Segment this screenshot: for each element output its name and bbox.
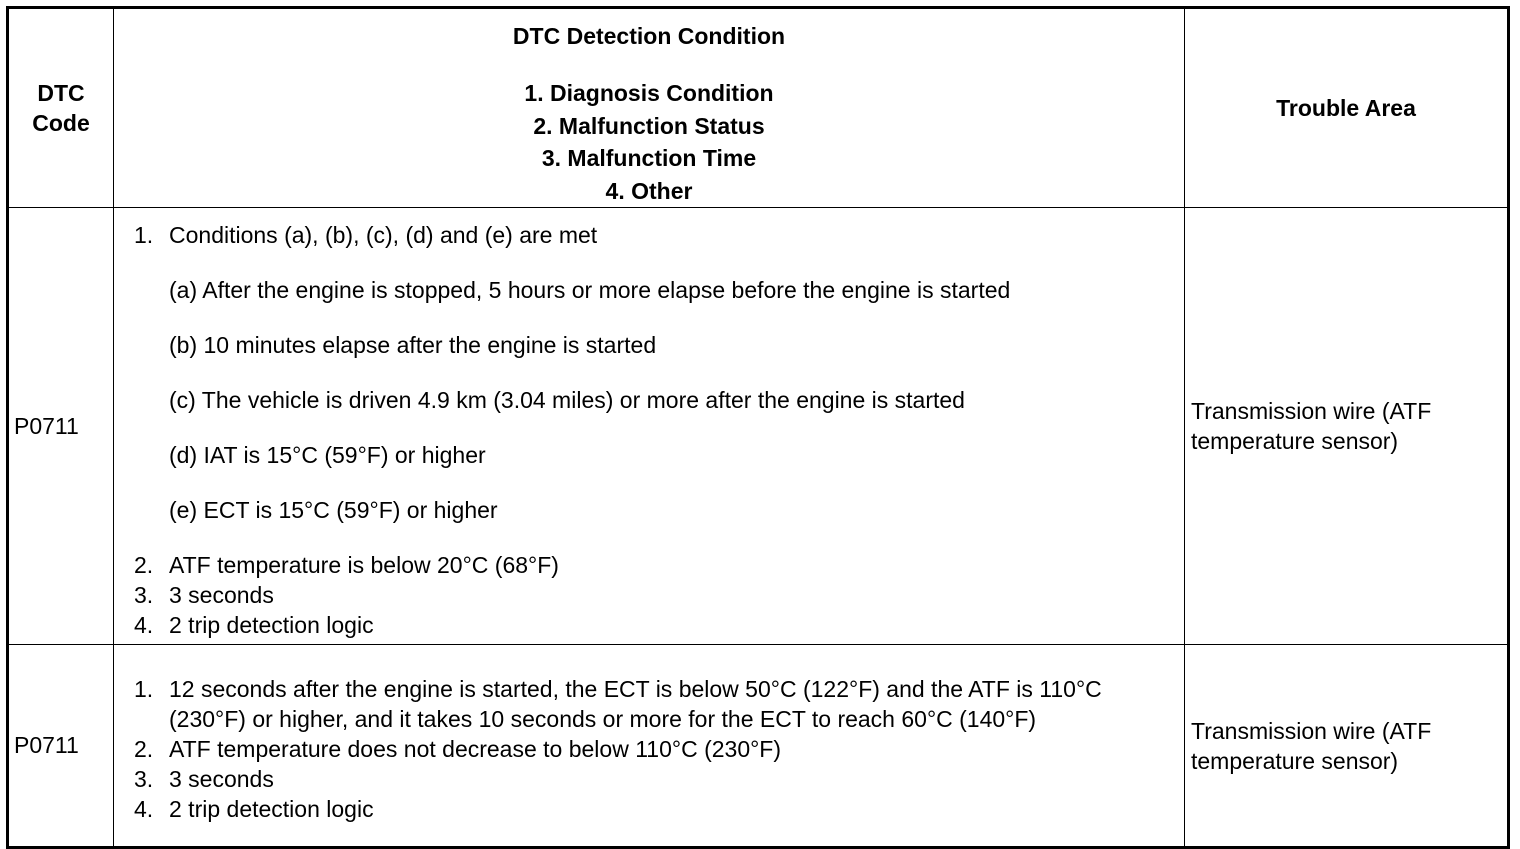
item-text: 3 seconds [169,766,274,792]
condition-subitem: (d) IAT is 15°C (59°F) or higher [169,442,486,468]
header-condition-item: 3. Malfunction Time [541,145,757,171]
condition-subitem: (b) 10 minutes elapse after the engine is started [169,332,657,358]
item-text: 2 trip detection logic [169,796,374,822]
table-row [8,208,1509,645]
dtc-code-cell: P0711 [8,645,114,848]
item-number: 1. [134,676,154,702]
condition-item [134,764,1174,794]
condition-item [134,734,1174,764]
condition-subitem: (a) After the engine is stopped, 5 hours or more elapse before the engine is started [169,277,1011,303]
condition-subitem: (c) The vehicle is driven 4.9 km (3.04 miles) or more after the engine is started [169,387,965,413]
header-condition-item: 1. Diagnosis Condition [524,80,774,106]
header-condition-item: 2. Malfunction Status [533,112,765,139]
item-number: 4. [134,796,154,822]
condition-item [134,550,1174,580]
header-detection-condition [114,8,1185,208]
item-text: ATF temperature is below 20°C (68°F) [169,552,559,578]
item-number: 4. [134,612,154,638]
item-number: 2. [134,736,154,762]
table-row [8,645,1509,848]
header-code-line1: DTC [37,80,85,106]
dtc-code-cell: P0711 [8,208,114,645]
condition-subitem: (e) ECT is 15°C (59°F) or higher [169,497,498,523]
item-text: 3 seconds [169,582,274,608]
item-number: 1. [134,222,154,248]
header-row [8,8,1509,208]
condition-item [134,674,1174,734]
condition-item [134,794,1174,824]
item-text: ATF temperature does not decrease to below 110°C (230°F) [169,736,782,762]
item-text: 12 seconds after the engine is started, the ECT is below 50°C (122°F) and the ATF is 110°C (230°F) or higher, and it takes 10 seconds or more for the ECT to reach 60°C (140°F) [169,676,1102,732]
condition-cell [114,645,1185,848]
item-number: 2. [134,552,154,578]
dtc-table [6,6,1510,849]
condition-item [134,220,1174,250]
header-condition-title: DTC Detection Condition [512,23,786,49]
item-text: 2 trip detection logic [169,612,374,638]
item-text: Conditions (a), (b), (c), (d) and (e) are met [169,222,598,248]
trouble-area-cell: Transmission wire (ATF temperature sensor) [1185,208,1509,645]
condition-item [134,580,1174,610]
item-number: 3. [134,582,154,608]
header-condition-item: 4. Other [605,177,693,204]
condition-item [134,610,1174,640]
trouble-area-cell: Transmission wire (ATF temperature sensor) [1185,645,1509,848]
item-number: 3. [134,766,154,792]
header-dtc-code [8,8,114,208]
condition-cell [114,208,1185,645]
header-trouble-area: Trouble Area [1185,8,1509,208]
header-code-line2: Code [32,110,90,136]
